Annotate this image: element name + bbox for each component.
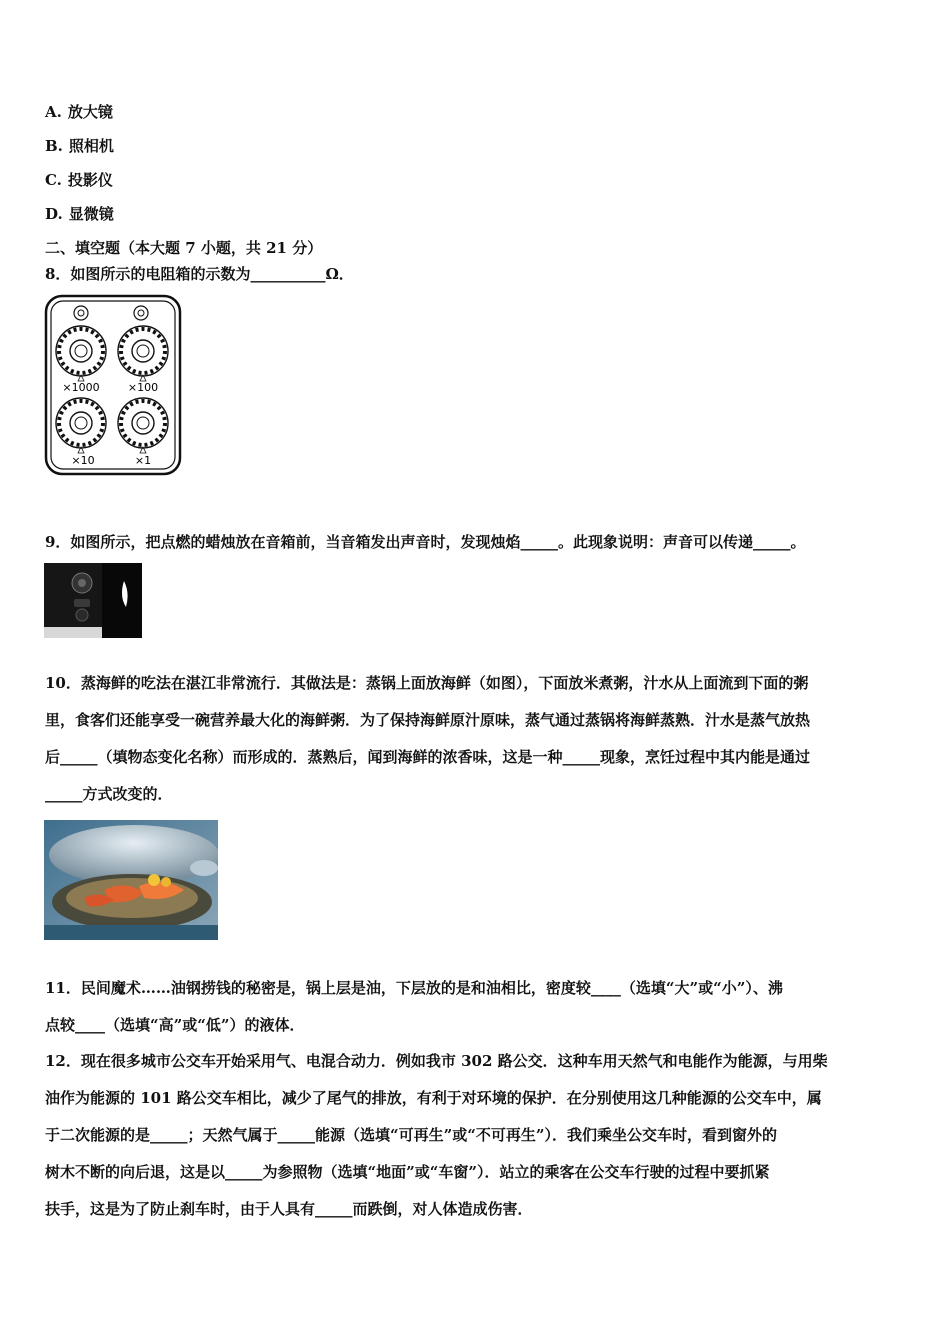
speaker-candle-photo — [44, 563, 142, 638]
multiplier-label-x100: ×100 — [127, 381, 159, 394]
multiplier-label-x10: ×10 — [71, 454, 95, 467]
multiplier-label-x1000: ×1000 — [62, 381, 100, 394]
option-b: B. 照相机 — [45, 137, 114, 155]
dial-x1000 — [56, 326, 106, 394]
option-c: C. 投影仪 — [45, 171, 113, 189]
section-title: 二、填空题（本大题 7 小题，共 21 分） — [45, 239, 323, 257]
question-8: 8．如图所示的电阻箱的示数为__________Ω． — [45, 265, 354, 283]
question-12: 12．现在很多城市公交车开始采用气、电混合动力．例如我市 302 路公交．这种车用天然气和电能作为能源，与用柴 油作为能源的 101 路公交车相比，减少了尾气的排放，有利于对环境的保护．在分别使用这几种能源的公交车中，属 于二次能源的是_____；天然气属于_____能源（选填“可再生”或“不可再生”）．我们乘坐公交车时，看到窗外的 树木不断的向后退，这是以_____为参照物（选填“地面”或“车窗”）．站立的乘客在公交车行驶的过程中要抓紧 扶手，这是为了防止刹车时，由于人具有_____而跌倒，对人体造成伤害． — [45, 1052, 828, 1218]
multiplier-label-x1: ×1 — [134, 454, 152, 467]
question-9: 9．如图所示，把点燃的蜡烛放在音箱前，当音箱发出声音时，发现烛焰_____。此现象说明：声音可以传递_____。 — [45, 533, 806, 551]
seafood-photo — [44, 820, 218, 940]
question-11: 11．民间魔术……油钢捞钱的秘密是，锅上层是油，下层放的是和油相比，密度较____（选填“大”或“小”）、沸 点较____（选填“高”或“低”）的液体． — [45, 979, 783, 1034]
question-10: 10．蒸海鲜的吃法在湛江非常流行．其做法是：蒸锅上面放海鲜（如图），下面放米煮粥，汁水从上面流到下面的粥 里，食客们还能享受一碗营养最大化的海鲜粥．为了保持海鲜原汁原味，蒸气通过蒸锅将海鲜蒸熟．汁水是蒸气放热 后_____（填物态变化名称）而形成的．蒸熟后，闻到海鲜的浓香味，这是一种_____现象，烹饪过程中其内能是通过 _____方式改变的． — [45, 674, 811, 803]
option-a: A. 放大镜 — [45, 103, 113, 121]
resistance-box-figure — [44, 294, 184, 478]
option-d: D. 显微镜 — [45, 205, 114, 223]
